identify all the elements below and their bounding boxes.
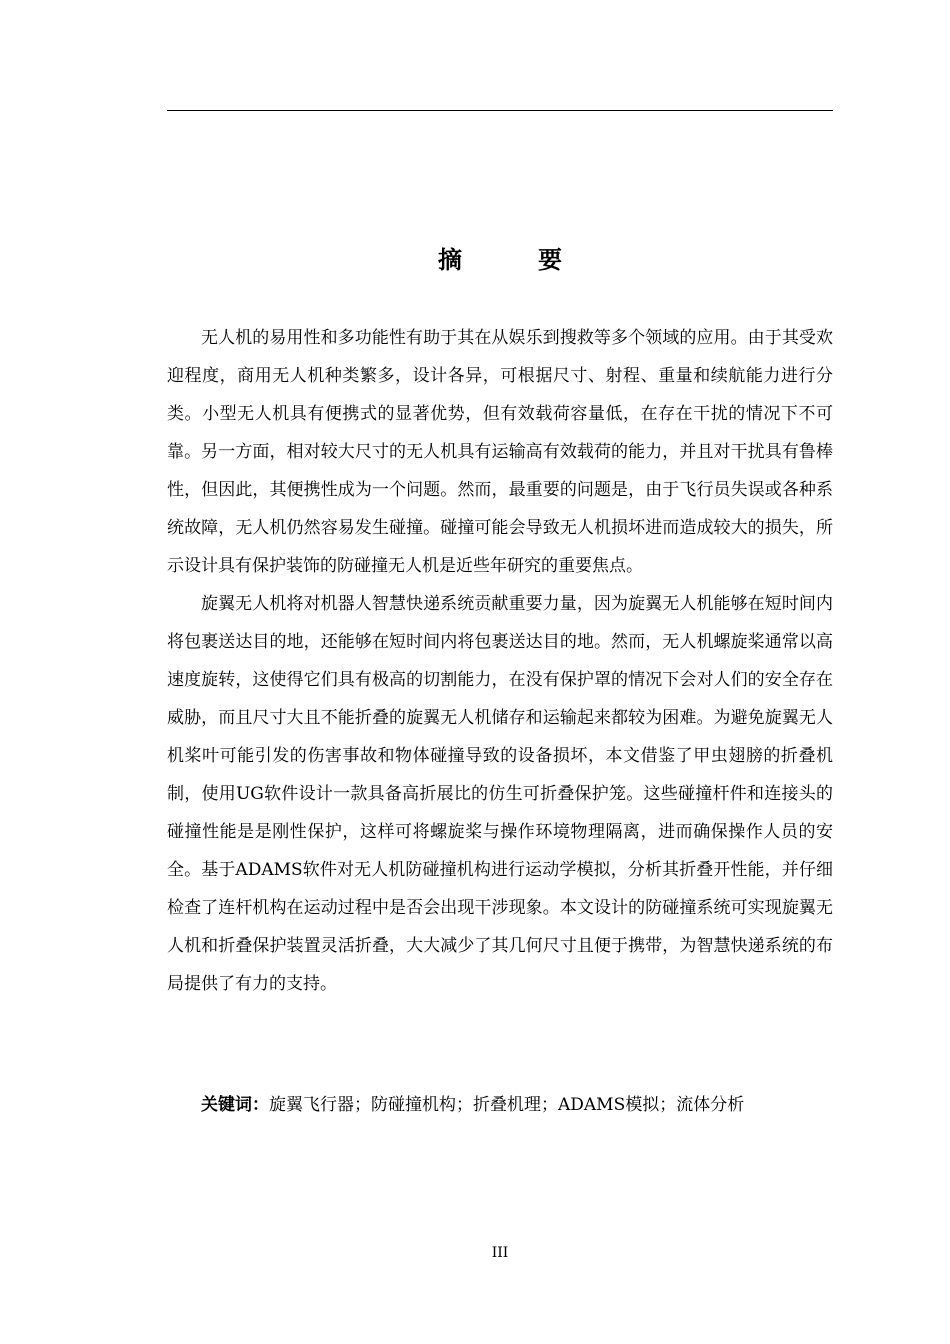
keywords-text: 旋翼飞行器；防碰撞机构；折叠机理；ADAMS模拟；流体分析 (269, 1095, 745, 1115)
keywords-label: 关键词： (201, 1095, 269, 1115)
page-number: III (491, 1245, 509, 1261)
abstract-paragraph-2: 旋翼无人机将对机器人智慧快递系统贡献重要力量，因为旋翼无人机能够在短时间内将包裹送达目的地，还能够在短时间内将包裹送达目的地。然而，无人机螺旋桨通常以高速度旋转，这使得它们具有极高的切割能力，在没有保护罩的情况下会对人们的安全存在威胁，而且尺寸大且不能折叠的旋翼无人机储存和运输起来都较为困难。为避免旋翼无人机桨叶可能引发的伤害事故和物体碰撞导致的设备损坏，本文借鉴了甲虫翅膀的折叠机制，使用UG软件设计一款具备高折展比的仿生可折叠保护笼。这些碰撞杆件和连接头的碰撞性能是是刚性保护，这样可将螺旋桨与操作环境物理隔离，进而确保操作人员的安全。基于ADAMS软件对无人机防碰撞机构进行运动学模拟，分析其折叠开性能，并仔细检查了连杆机构在运动过程中是否会出现干涉现象。本文设计的防碰撞系统可实现旋翼无人机和折叠保护装置灵活折叠，大大减少了其几何尺寸且便于携带，为智慧快递系统的布局提供了有力的支持。 (167, 594, 833, 994)
abstract-body (167, 319, 833, 1003)
page-title: 摘 要 (438, 246, 588, 274)
abstract-paragraph-1: 无人机的易用性和多功能性有助于其在从娱乐到搜救等多个领域的应用。由于其受欢迎程度，商用无人机种类繁多，设计各异，可根据尺寸、射程、重量和续航能力进行分类。小型无人机具有便携式的显著优势，但有效载荷容量低，在存在干扰的情况下不可靠。另一方面，相对较大尺寸的无人机具有运输高有效载荷的能力，并且对干扰具有鲁棒性，但因此，其便携性成为一个问题。然而，最重要的问题是，由于飞行员失误或各种系统故障，无人机仍然容易发生碰撞。碰撞可能会导致无人机损坏进而造成较大的损失，所示设计具有保护装饰的防碰撞无人机是近些年研究的重要焦点。 (167, 328, 833, 576)
header-rule (167, 110, 833, 111)
keywords-line (201, 1089, 833, 1121)
